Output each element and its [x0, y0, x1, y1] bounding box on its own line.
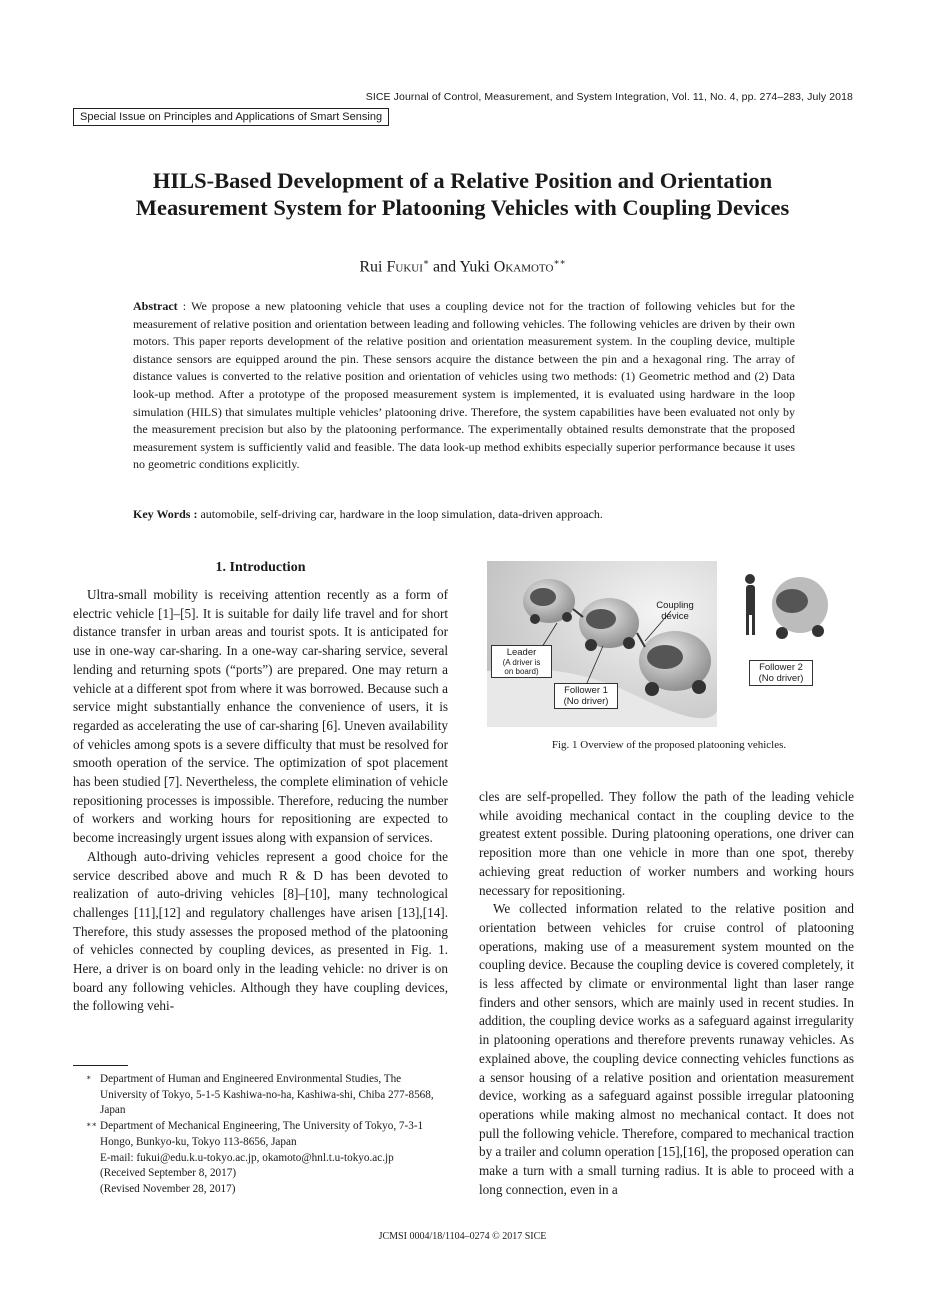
footnotes [86, 1072, 448, 1198]
footnote-2-mark: ∗∗ [86, 1120, 97, 1130]
author2-last: Okamoto [493, 258, 554, 276]
author1-first: Rui [359, 258, 383, 276]
abstract: Abstract : We propose a new platooning vehicle that uses a coupling device not for the traction of following vehicles but for the measurement of relative position and orientation between leading and following vehicles. The following vehicles are driven by their own motors. This paper reports development of the relative position and orientation measurement system. In the coupling device, multiple distance sensors are equipped around the pin. These sensors acquire the distance between the pin and a hexagonal ring. The array of distance values is converted to the relative position and orientation of vehicles using two methods: (1) Geometric method and (2) Data look-up method. After a prototype of the proposed measurement system is implemented, it is evaluated using hardware in the loop simulation (HILS) that simulates multiple vehicles’ platooning drive. Therefore, the system capabilities have been evaluated not only by the measurement precision but also by the platooning performance. The experimentally obtained results demonstrate that the proposed measurement system is sufficiently valid and feasible. The data look-up method exhibits especially superior performance because it uses no geometric conditions explicitly. [133, 299, 795, 472]
authors-and: and [433, 258, 457, 276]
footnote-divider [73, 1065, 128, 1066]
paragraph: We collected information related to the relative position and orientation between vehicles for cruise control of platooning operations, making use of a measurement system mounted on the coupling device. Because the coupling device is covered completely, it is less affected by climate or environmental light than laser range finders and other sensors, which are mainly used in recent studies. In addition, the coupling device works as a safeguard against irregularity in platooning operations and therefore prevents runaway vehicles. As explained above, the coupling device connecting vehicles functions as a sensor housing of a relative position and orientation measurement device, working as a safeguard against possible irregular platooning operations while making almost no mechanical contact. It does not pull the following vehicle. Therefore, compared to mechanical traction by a trailer and column operation [15],[16], the proposed operation can make a turn with a small turning radius. It is able to proceed with a long connection, even in a [479, 901, 854, 1197]
figure-label-coupling-device: Coupling device [656, 600, 694, 622]
author2-first: Yuki [459, 258, 490, 276]
special-issue-box: Special Issue on Principles and Applications of Smart Sensing [73, 108, 389, 126]
author1-last: Fukui [386, 258, 423, 276]
figure-label-leader: Leader (A driver is on board) [491, 645, 552, 678]
body-right-column [479, 788, 854, 1199]
footnote-revised: (Revised November 28, 2017) [100, 1182, 236, 1195]
title-line-2: Measurement System for Platooning Vehicles with Coupling Devices [135, 195, 790, 220]
authors [0, 257, 925, 276]
figure-label-follower-1: Follower 1 (No driver) [554, 683, 618, 709]
footnote-2 [86, 1119, 448, 1150]
footnote-1-mark: ∗ [86, 1073, 92, 1082]
figure-1-image [487, 561, 717, 727]
author2-mark: ∗∗ [553, 257, 566, 267]
paragraph: Ultra-small mobility is receiving attention recently as a form of electric vehicle [1]–[5]. It is suitable for daily life travel and for short distance transfer in urban areas and tourist spots. It is anticipated for use in one-way car-sharing. In a one-way car-sharing service, several lending and returning spots (“ports”) are prepared. One may return a vehicle at a different spot from where it was borrowed. Because such a service might substantially enhance the convenience of users, it is regarded as accelerating the use of car-sharing [6]. Uneven availability of vehicles among spots is a severe difficulty that must be resolved for smooth operation of the service. The optimization of spot placement has been studied [7]. Nevertheless, the complete elimination of vehicle repositioning processes is impossible. Therefore, reducing the number of workers and working hours for repositioning are expected to become increasingly urgent issues along with expansion of services. [73, 587, 448, 846]
paper-title [0, 167, 925, 221]
footnote-2-text: Department of Mechanical Engineering, The University of Tokyo, 7-3-1 Hongo, Bunkyo-ku, Tokyo 113-8656, Japan [100, 1120, 424, 1148]
title-line-1: HILS-Based Development of a Relative Position and Orientation [152, 168, 773, 193]
abstract-text: We propose a new platooning vehicle that uses a coupling device not for the traction of following vehicles but for the measurement of relative position and orientation between leading and following vehicles. The following vehicles are driven by their own motors. This paper reports development of the relative position and orientation measurement system. In the coupling device, multiple distance sensors are equipped around the pin. These sensors acquire the distance between the pin and a hexagonal ring. The array of distance values is converted to the relative position and orientation of vehicles using two methods: (1) Geometric method and (2) Data look-up method. After a prototype of the proposed measurement system is implemented, it is evaluated using hardware in the loop simulation (HILS) that simulates multiple vehicles’ platooning drive. Therefore, the system capabilities have been evaluated not only by the measurement precision but also by the platooning performance. The experimentally obtained results demonstrate that the proposed measurement system is sufficiently valid and feasible. The data look-up method exhibits especially superior performance because it uses no geometric conditions explicitly. [133, 299, 795, 472]
footnote-1 [86, 1072, 448, 1119]
paragraph: cles are self-propelled. They follow the path of the leading vehicle while avoiding mechanical contact in the coupling device to the greatest extent possible. During platooning operations, one driver can reposition more than one vehicle in more than one spot, thereby achieving great reduction of worker numbers and working hours necessary for repositioning. [479, 789, 854, 898]
author1-mark: ∗ [422, 257, 430, 267]
footnote-1-text: Department of Human and Engineered Environmental Studies, The University of Tokyo, 5-1-5 Kashiwa-no-ha, Kashiwa-shi, Chiba 277-8568, Japan [100, 1073, 434, 1117]
keywords-label: Key Words [133, 507, 191, 521]
section-heading-introduction: 1. Introduction [215, 560, 306, 575]
footnote-email: E-mail: fukui@edu.k.u-tokyo.ac.jp, okamoto@hnl.t.u-tokyo.ac.jp [100, 1151, 394, 1164]
keywords: Key Words : automobile, self-driving car, hardware in the loop simulation, data-driven approach. [133, 507, 603, 521]
body-left-column [73, 586, 448, 1016]
paragraph: Although auto-driving vehicles represent a good choice for the service described above and much R & D has been devoted to realization of auto-driving vehicles [8]–[10], many technological challenges [11],[12] and regulatory challenges have arisen [13],[14]. Therefore, this study assesses the proposed method of the platooning of vehicles connected by coupling devices, as presented in Fig. 1. Here, a driver is on board only in the leading vehicle: no driver is on board any following vehicles. Although they have coupling devices, the following vehi- [73, 848, 448, 1014]
figure-label-follower-2: Follower 2 (No driver) [749, 660, 813, 686]
journal-header: SICE Journal of Control, Measurement, and System Integration, Vol. 11, No. 4, pp. 274–283, July 2018 [365, 91, 853, 103]
figure-1-caption: Fig. 1 Overview of the proposed platooning vehicles. [551, 739, 787, 751]
keywords-text: automobile, self-driving car, hardware in the loop simulation, data-driven approach. [200, 507, 603, 521]
abstract-label: Abstract [133, 299, 178, 313]
page-footer: JCMSI 0004/18/1104–0274 © 2017 SICE [378, 1231, 547, 1242]
footnote-received: (Received September 8, 2017) [100, 1167, 237, 1180]
figure-1-person-illustration [718, 561, 830, 651]
